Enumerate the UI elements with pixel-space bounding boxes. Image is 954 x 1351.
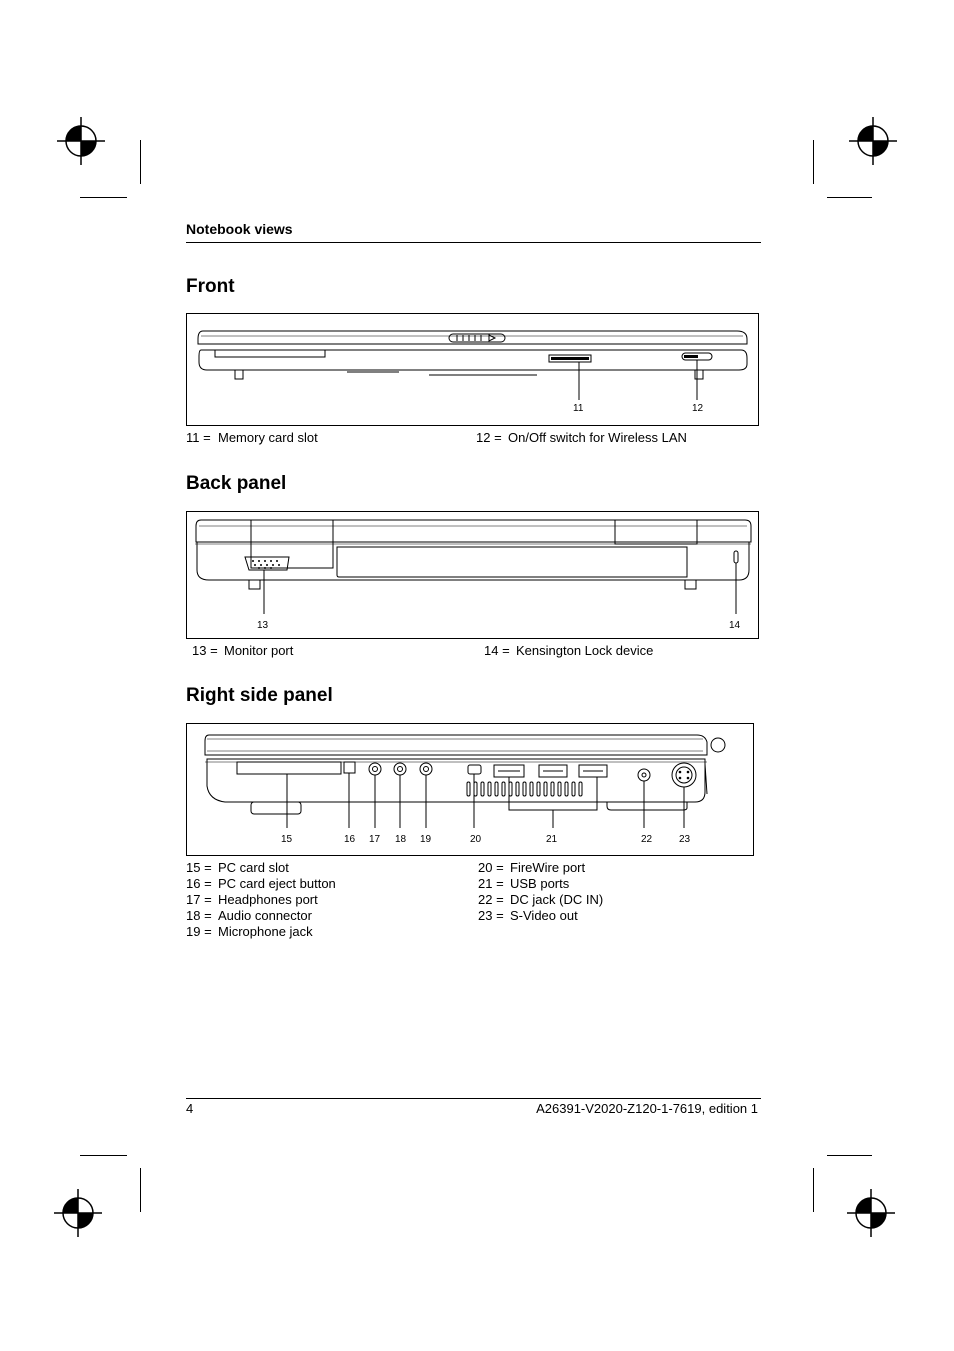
- registration-mark-bottom-right: [847, 1189, 895, 1237]
- crop-line: [80, 1155, 127, 1156]
- back-figure: [186, 511, 759, 639]
- footer-rule: [186, 1098, 761, 1099]
- registration-mark-bottom-left: [54, 1189, 102, 1237]
- caption-20: 20 = FireWire port: [478, 860, 586, 875]
- section-title-right: Right side panel: [186, 685, 333, 706]
- caption-list-left: [186, 860, 336, 940]
- crop-line: [80, 197, 127, 198]
- callout-13: 13: [257, 620, 269, 631]
- callout-17: 17: [369, 834, 381, 845]
- right-side-view-drawing: [187, 724, 753, 855]
- callout-20: 20: [470, 834, 482, 845]
- right-side-figure: [186, 723, 754, 856]
- caption-23: 23 = S-Video out: [478, 908, 578, 923]
- callout-15: 15: [281, 834, 293, 845]
- callout-14: 14: [729, 620, 741, 631]
- caption-list-right: [478, 860, 603, 924]
- running-head: Notebook views: [186, 221, 293, 237]
- crop-line: [813, 140, 814, 184]
- section-title-back: Back panel: [186, 473, 287, 494]
- caption-12: 12 = On/Off switch for Wireless LAN: [476, 430, 687, 445]
- crop-line: [140, 1168, 141, 1212]
- caption-22: 22 = DC jack (DC IN): [478, 892, 604, 907]
- callout-22: 22: [641, 834, 653, 845]
- crop-line: [140, 140, 141, 184]
- callout-16: 16: [344, 834, 356, 845]
- registration-mark-top-right: [849, 117, 897, 165]
- caption-11: 11 = Memory card slot: [186, 430, 318, 445]
- front-view-drawing: [187, 314, 758, 425]
- callout-11: 11: [573, 403, 584, 414]
- callout-18: 18: [395, 834, 407, 845]
- registration-mark-top-left: [57, 117, 105, 165]
- callout-23: 23: [679, 834, 691, 845]
- caption-18: 18 = Audio connector: [186, 908, 312, 923]
- caption-14: 14 = Kensington Lock device: [484, 643, 654, 658]
- caption-13: 13 = Monitor port: [192, 643, 294, 658]
- caption-19: 19 = Microphone jack: [186, 924, 313, 939]
- callout-21: 21: [546, 834, 558, 845]
- caption-16: 16 = PC card eject button: [186, 876, 336, 891]
- caption-17: 17 = Headphones port: [186, 892, 318, 907]
- caption-15: 15 = PC card slot: [186, 860, 289, 875]
- section-title-front: Front: [186, 276, 235, 297]
- caption-21: 21 = USB ports: [478, 876, 570, 891]
- crop-line: [813, 1168, 814, 1212]
- page-number: 4: [186, 1101, 194, 1116]
- front-figure: [186, 313, 759, 426]
- header-rule: [186, 242, 761, 243]
- document-id: A26391-V2020-Z120-1-7619, edition 1: [536, 1101, 758, 1116]
- crop-line: [827, 1155, 872, 1156]
- callout-12: 12: [692, 403, 704, 414]
- crop-line: [827, 197, 872, 198]
- back-view-drawing: [187, 512, 758, 638]
- callout-19: 19: [420, 834, 432, 845]
